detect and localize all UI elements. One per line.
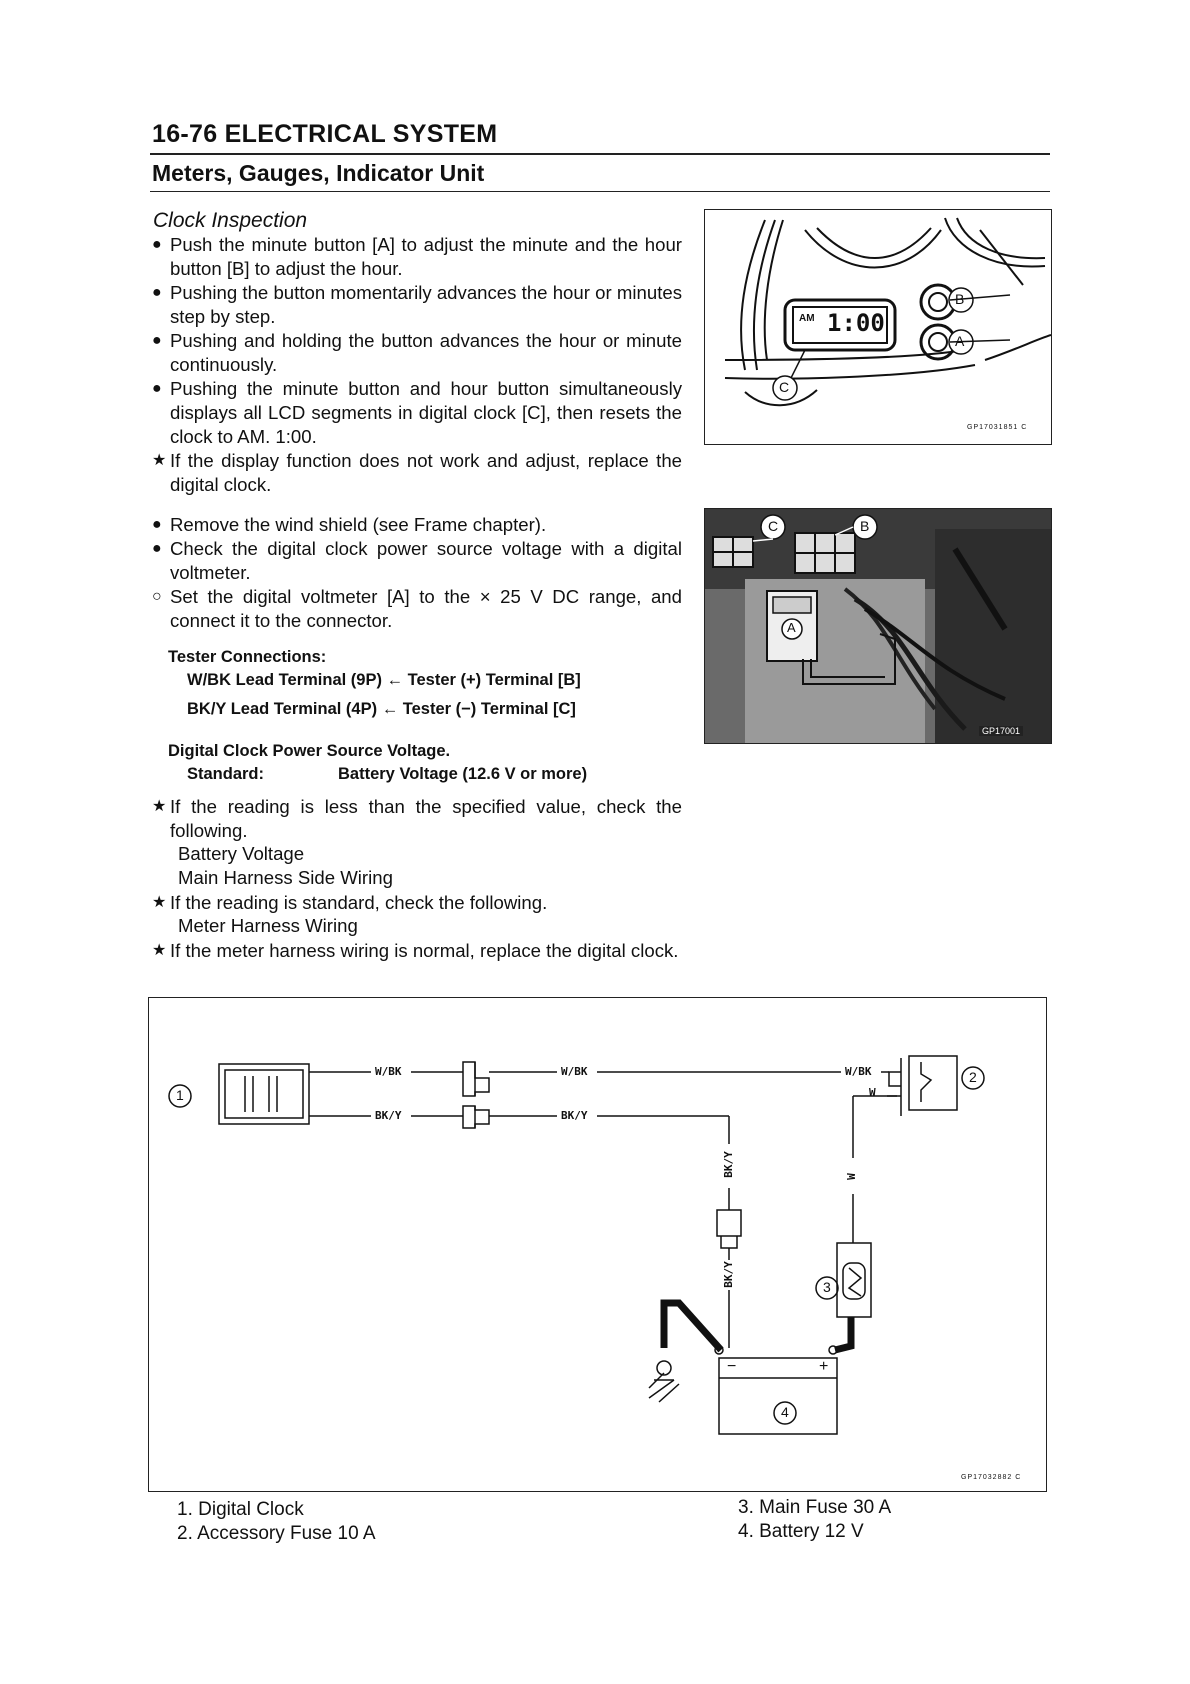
check-text: If the meter harness wiring is normal, replace the digital clock. bbox=[170, 940, 679, 961]
callout-b: B bbox=[955, 291, 965, 307]
wire-label-w: W bbox=[869, 1086, 876, 1099]
instruction-text: Remove the wind shield (see Frame chapter). bbox=[170, 514, 547, 535]
component-number-2: 2 bbox=[969, 1069, 977, 1085]
instruction-text: Pushing and holding the button advances the hour or minute continuously. bbox=[170, 330, 682, 375]
wire-label-wbk: W/BK bbox=[375, 1065, 402, 1078]
tester-line-1: W/BK Lead Terminal (9P) ← Tester (+) Terminal [B] bbox=[187, 671, 581, 689]
battery-minus-terminal: − bbox=[727, 1358, 737, 1375]
section-header: Meters, Gauges, Indicator Unit bbox=[152, 160, 485, 186]
bullet-mark: ● bbox=[152, 284, 162, 301]
instruction-text: Pushing the button momentarily advances the hour or minutes step by step. bbox=[170, 282, 682, 327]
spec-value: Battery Voltage (12.6 V or more) bbox=[338, 765, 588, 783]
star-mark: ★ bbox=[152, 942, 167, 959]
wiring-diagram-drawing bbox=[149, 998, 1046, 1491]
star-mark: ★ bbox=[152, 798, 167, 815]
wire-label-bky: BK/Y bbox=[375, 1109, 402, 1122]
check-text: If the reading is less than the specified value, check the following. bbox=[170, 796, 682, 841]
caption-digital-clock: 1. Digital Clock bbox=[177, 1499, 304, 1520]
header-rule bbox=[150, 153, 1050, 155]
diagram-code: GP17032882 C bbox=[961, 1474, 1022, 1481]
battery-plus-terminal: + bbox=[819, 1358, 829, 1375]
figure-code: GP17031851 C bbox=[967, 424, 1028, 431]
clock-am-indicator: AM bbox=[799, 313, 815, 324]
check-text: If the reading is standard, check the following. bbox=[170, 892, 548, 913]
component-number-3: 3 bbox=[823, 1279, 831, 1295]
page-title: 16-76 ELECTRICAL SYSTEM bbox=[152, 120, 498, 148]
wire-label-bky-vertical: BK/Y bbox=[721, 1151, 735, 1178]
callout-b: B bbox=[860, 518, 870, 534]
wire-label-wbk: W/BK bbox=[845, 1065, 872, 1078]
check-less-than bbox=[152, 795, 682, 843]
clock-time-display: 1:00 bbox=[827, 309, 885, 337]
tester-line-2: BK/Y Lead Terminal (4P) ← Tester (−) Terminal [C] bbox=[187, 700, 576, 718]
instruction-replace-clock bbox=[152, 449, 682, 497]
instruction-text: Set the digital voltmeter [A] to the × 25 V DC range, and connect it to the connector. bbox=[170, 586, 682, 631]
callout-a: A bbox=[955, 333, 965, 349]
meter-panel-figure bbox=[704, 209, 1052, 445]
instruction-push-buttons bbox=[152, 233, 682, 281]
instruction-text: Check the digital clock power source voltage with a digital voltmeter. bbox=[170, 538, 682, 583]
instruction-simultaneous bbox=[152, 377, 682, 449]
instruction-remove-shield bbox=[152, 513, 682, 537]
instruction-text: If the display function does not work and adjust, replace the digital clock. bbox=[170, 450, 682, 495]
callout-c: C bbox=[768, 518, 779, 534]
voltmeter-connection-photo bbox=[704, 508, 1052, 744]
wire-label-wbk: W/BK bbox=[561, 1065, 588, 1078]
bullet-mark: ● bbox=[152, 332, 162, 349]
check-item-battery: Battery Voltage bbox=[178, 843, 305, 864]
tester-heading: Tester Connections: bbox=[168, 648, 327, 666]
instruction-set-voltmeter bbox=[152, 585, 682, 633]
spec-label: Standard: bbox=[187, 765, 265, 783]
wiring-diagram bbox=[148, 997, 1047, 1492]
caption-battery: 4. Battery 12 V bbox=[738, 1521, 864, 1542]
instruction-momentary bbox=[152, 281, 682, 329]
bullet-mark: ● bbox=[152, 380, 162, 397]
wire-label-w-vertical: W bbox=[844, 1173, 858, 1180]
star-mark: ★ bbox=[152, 894, 167, 911]
photo-drawing bbox=[705, 509, 1051, 743]
star-mark: ★ bbox=[152, 452, 167, 469]
instruction-holding bbox=[152, 329, 682, 377]
check-standard bbox=[152, 891, 682, 915]
clock-inspection-title: Clock Inspection bbox=[153, 209, 308, 232]
check-replace-clock bbox=[152, 939, 682, 963]
instruction-check-voltage bbox=[152, 537, 682, 585]
wire-label-bky: BK/Y bbox=[561, 1109, 588, 1122]
component-number-4: 4 bbox=[781, 1404, 789, 1420]
instruction-text: Push the minute button [A] to adjust the minute and the hour button [B] to adjust the hour. bbox=[170, 234, 682, 279]
check-item-main-harness: Main Harness Side Wiring bbox=[178, 867, 393, 888]
callout-a: A bbox=[787, 620, 796, 635]
bullet-mark: ● bbox=[152, 516, 162, 533]
component-number-1: 1 bbox=[176, 1087, 184, 1103]
caption-main-fuse: 3. Main Fuse 30 A bbox=[738, 1497, 892, 1518]
wire-label-bky-vertical: BK/Y bbox=[721, 1261, 735, 1288]
circle-mark: ○ bbox=[152, 588, 162, 605]
instruction-text: Pushing the minute button and hour button simultaneously displays all LCD segments in digital clock [C], then resets the clock to AM. 1:00. bbox=[170, 378, 682, 447]
callout-c: C bbox=[779, 379, 790, 395]
bullet-mark: ● bbox=[152, 540, 162, 557]
bullet-mark: ● bbox=[152, 236, 162, 253]
photo-code: GP17001 bbox=[979, 726, 1023, 736]
check-item-meter-harness: Meter Harness Wiring bbox=[178, 915, 358, 936]
spec-heading: Digital Clock Power Source Voltage. bbox=[168, 742, 451, 760]
caption-accessory-fuse: 2. Accessory Fuse 10 A bbox=[177, 1523, 376, 1544]
subheader-rule bbox=[150, 191, 1050, 192]
